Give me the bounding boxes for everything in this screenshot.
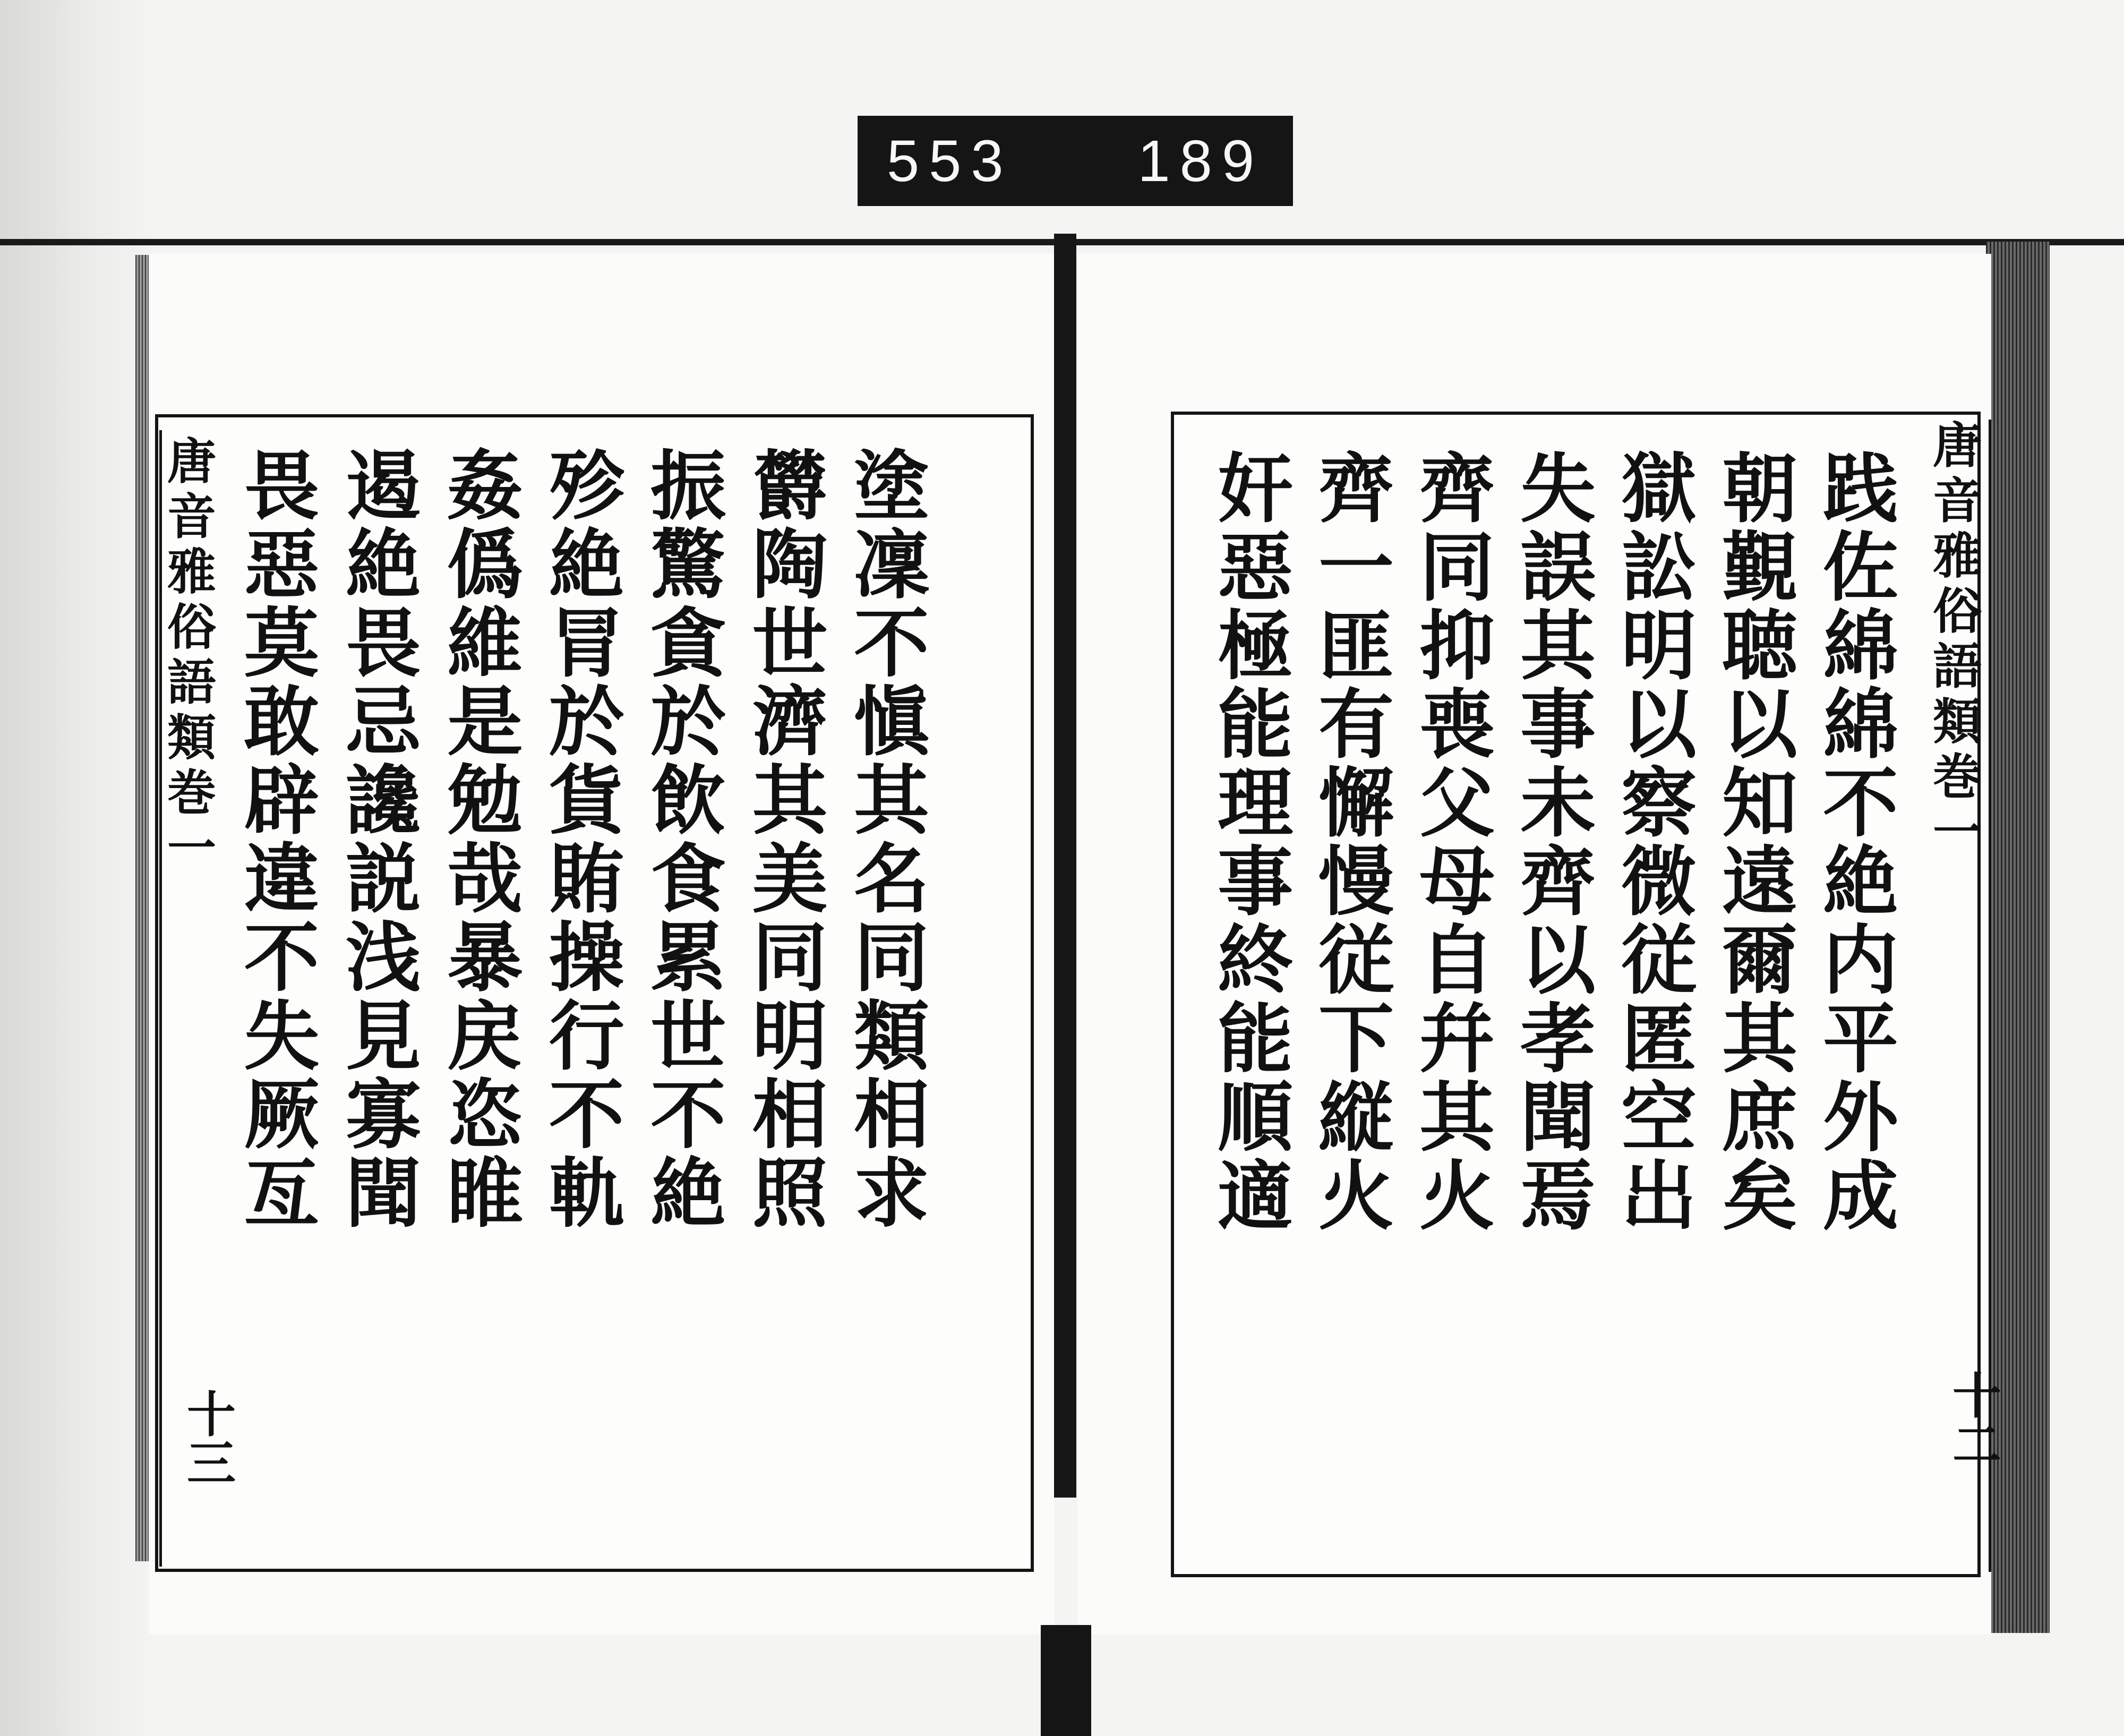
text-column: 姦僞維是勉哉暴戻恣睢	[434, 446, 523, 1232]
catalog-number-left: 553	[887, 128, 1013, 194]
text-column: 塗凜不愼其名同類相求	[841, 446, 929, 1232]
text-column: 失誤其事未齊以孝聞焉	[1508, 449, 1596, 1235]
text-column: 遏絶畏忌讒説浅見寡聞	[332, 446, 421, 1232]
gutter-block	[1041, 1625, 1091, 1736]
text-column: 齊同抑喪父母自幷其火	[1407, 449, 1495, 1235]
left-folio: 十三	[179, 1389, 236, 1486]
text-column: 殄絶冐於貨賄操行不軌	[536, 446, 624, 1232]
catalog-label	[858, 116, 1293, 206]
right-body	[1189, 449, 1896, 1553]
right-margin-title: 唐音雅俗語類巻一	[1933, 420, 1991, 1572]
text-column: 践佐綿綿不絶内平外成	[1810, 449, 1898, 1235]
text-column: 齊一匪有懈慢従下縦火	[1306, 449, 1394, 1235]
text-column: 畏惡莫敢辟違不失厥亙	[231, 446, 320, 1232]
text-column: 獄訟明以察微従匿空出	[1608, 449, 1697, 1235]
catalog-number-right: 189	[1137, 128, 1264, 194]
left-shadow	[0, 0, 154, 1736]
left-margin-title: 唐音雅俗語類巻一	[159, 430, 223, 1567]
book-gutter	[1054, 234, 1076, 1498]
text-column: 朝覲聴以知遠爾其庶矣	[1709, 449, 1797, 1235]
right-folio: 十二	[1945, 1370, 2002, 1468]
text-column: 欝陶世濟其美同明相照	[739, 446, 828, 1232]
text-column: 奸惡極能理事終能順適	[1205, 449, 1293, 1235]
text-column: 振驚貪於飲食累世不絶	[638, 446, 726, 1232]
left-body	[215, 446, 927, 1551]
